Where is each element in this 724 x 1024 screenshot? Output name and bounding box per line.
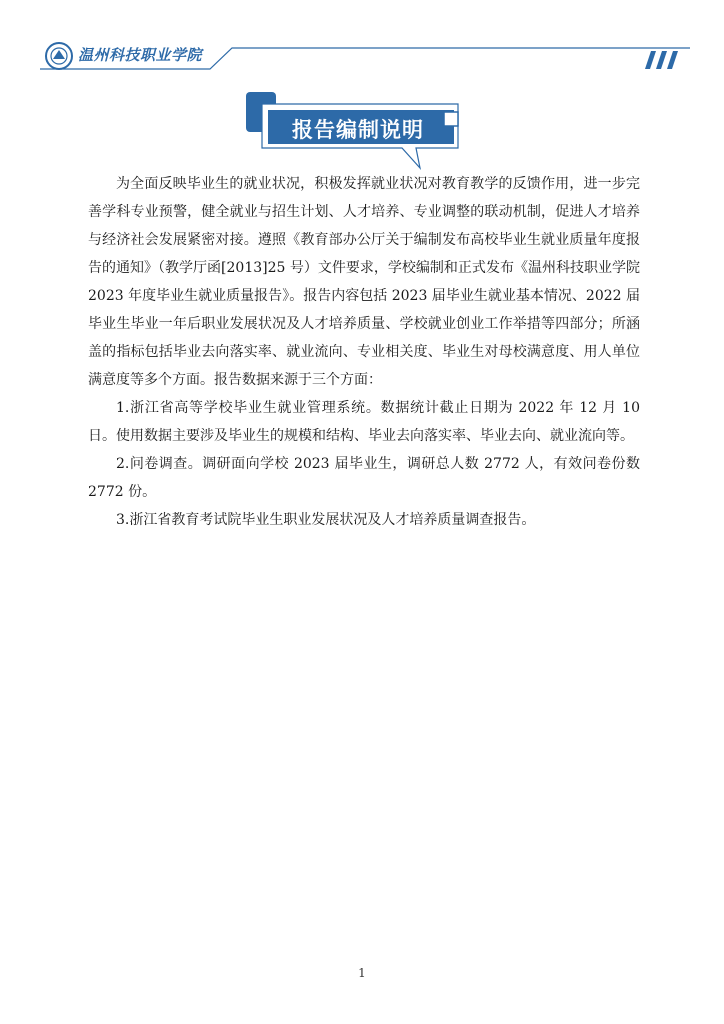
header-divider-line xyxy=(0,0,724,80)
section-title: 报告编制说明 xyxy=(292,118,424,142)
school-name: 温州科技职业学院 xyxy=(78,46,203,64)
data-source-3: 3.浙江省教育考试院毕业生职业发展状况及人才培养质量调查报告。 xyxy=(116,512,536,528)
data-source-1: 1.浙江省高等学校毕业生就业管理系统。数据统计截止日期为 2022 年 12 月 10 日。使用数据主要涉及毕业生的规模和结构、毕业去向落实率、毕业去向、就业流向等。 xyxy=(88,400,640,444)
intro-paragraph: 为全面反映毕业生的就业状况，积极发挥就业状况对教育教学的反馈作用，进一步完善学科专业预警，健全就业与招生计划、人才培养、专业调整的联动机制，促进人才培养与经济社会发展紧密对接。遵照《教育部办公厅关于编制发布高校毕业生就业质量年度报告的通知》（教学厅函[2013]25 号）文件要求，学校编制和正式发布《温州科技职业学院 2023 年度毕业生就业质量报告》。报告内容包括 2023 届毕业生就业基本情况、2022 届毕业生毕业一年后职业发展状况及人才培养质量、学校就业创业工作举措等四部分；所涵盖的指标包括毕业去向落实率、就业流向、专业相关度、毕业生对母校满意度、用人单位满意度等多个方面。报告数据来源于三个方面： xyxy=(88,176,640,388)
decorative-stripes-icon xyxy=(641,51,679,69)
page-number: 1 xyxy=(358,966,366,980)
data-source-2: 2.问卷调查。调研面向学校 2023 届毕业生，调研总人数 2772 人，有效问卷份数 2772 份。 xyxy=(88,456,640,500)
page-header xyxy=(0,0,724,80)
college-emblem-icon xyxy=(44,41,74,71)
report-body xyxy=(88,170,640,534)
